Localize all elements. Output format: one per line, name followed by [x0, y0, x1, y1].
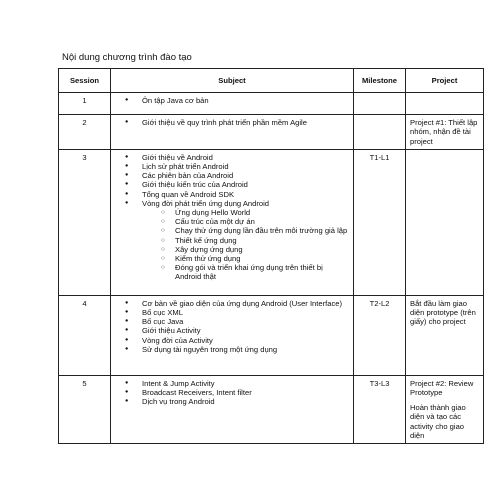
- table-row: [59, 375, 484, 443]
- subject-item: [115, 118, 349, 127]
- project-cell: [406, 295, 484, 375]
- session-cell: 3: [59, 149, 111, 295]
- subject-text: Intent & Jump Activity: [142, 378, 215, 388]
- table-row: [59, 93, 484, 115]
- subject-text: Giới thiệu về quy trình phát triển phần mềm Agile: [142, 118, 307, 128]
- subject-text: Ôn tập Java cơ bản: [142, 96, 209, 106]
- subject-item: [115, 299, 349, 308]
- subject-list: [115, 299, 349, 354]
- subject-item: [115, 379, 349, 388]
- subject-text: Bố cục XML: [142, 308, 183, 318]
- subject-text: Các phiên bản của Android: [142, 171, 234, 181]
- subject-list: [115, 96, 349, 105]
- table-row: [59, 295, 484, 375]
- subject-cell: [111, 93, 354, 115]
- milestone-cell: T2-L2: [354, 295, 406, 375]
- subject-item: [115, 171, 349, 180]
- session-cell: 5: [59, 375, 111, 443]
- subject-text: Giới thiệu Activity: [142, 326, 201, 336]
- subject-list: [115, 118, 349, 127]
- subject-text: Giới thiệu về Android: [142, 152, 213, 162]
- table-header-row: [59, 69, 484, 93]
- subtopic-item: ○ Ứng dụng Hello World: [142, 208, 349, 217]
- subject-item: [115, 190, 349, 199]
- subject-item: [115, 345, 349, 354]
- header-project: Project: [406, 69, 484, 93]
- milestone-cell: [354, 93, 406, 115]
- header-session: Session: [59, 69, 111, 93]
- subject-text: Broadcast Receivers, Intent filter: [142, 388, 252, 398]
- training-schedule-table: [58, 68, 484, 444]
- project-cell: [406, 93, 484, 115]
- subject-item: [115, 96, 349, 105]
- subtopic-item: ○ Đóng gói và triển khai ứng dụng trên thiết bị Android thật: [142, 263, 349, 281]
- project-cell: [406, 149, 484, 295]
- header-subject: Subject: [111, 69, 354, 93]
- subject-text: Sử dụng tài nguyên trong một ứng dụng: [142, 344, 278, 354]
- project-cell: [406, 375, 484, 443]
- project-note: Bắt đầu làm giao diện prototype (trên giấy) cho project: [410, 298, 476, 327]
- subject-text: Lịch sử phát triển Android: [142, 162, 229, 172]
- subject-item: [115, 308, 349, 317]
- table-row: [59, 115, 484, 150]
- session-cell: 1: [59, 93, 111, 115]
- subject-item: [115, 397, 349, 406]
- subject-text: Dịch vụ trong Android: [142, 397, 215, 407]
- subtopic-item: ○ Chạy thử ứng dụng lần đầu trên môi trường giả lập: [142, 226, 349, 235]
- subject-text: Cơ bản về giao diện của ứng dụng Android (User Interface): [142, 298, 343, 308]
- subject-list: [115, 379, 349, 407]
- subject-cell: [111, 115, 354, 150]
- milestone-cell: [354, 115, 406, 150]
- subject-item: [115, 180, 349, 189]
- project-cell: [406, 115, 484, 150]
- document-title: Nội dung chương trình đào tạo: [62, 52, 192, 63]
- subject-item: [115, 162, 349, 171]
- subject-item: [115, 326, 349, 335]
- subject-cell: [111, 375, 354, 443]
- project-note: Project #2: Review Prototype: [410, 378, 474, 398]
- subject-text: Vòng đời phát triển ứng dụng Android: [142, 198, 270, 208]
- subject-text: Giới thiệu kiến trúc của Android: [142, 180, 248, 190]
- subject-cell: [111, 295, 354, 375]
- subject-list: [115, 153, 349, 282]
- project-note: Project #1: Thiết lập nhóm, nhận đề tài project: [410, 118, 478, 146]
- subtopic-item: ○ Thiết kế ứng dụng: [142, 236, 349, 245]
- milestone-cell: T3-L3: [354, 375, 406, 443]
- subtopic-list: [142, 208, 349, 282]
- subtopic-item: ○ Kiểm thử ứng dụng: [142, 254, 349, 263]
- subject-item: [115, 388, 349, 397]
- subject-item: [115, 153, 349, 162]
- subject-text: Bố cục Java: [142, 317, 184, 327]
- subtopic-item: ○ Cấu trúc của một dự án: [142, 217, 349, 226]
- header-milestone: Milestone: [354, 69, 406, 93]
- subject-item: [115, 336, 349, 345]
- table-row: [59, 149, 484, 295]
- session-cell: 2: [59, 115, 111, 150]
- subject-item: [115, 317, 349, 326]
- project-note: Hoàn thành giao diện và tạo các activity cho giao diện: [410, 403, 466, 440]
- subject-text: Vòng đời của Activity: [142, 335, 213, 345]
- subject-text: Tổng quan về Android SDK: [142, 189, 235, 199]
- session-cell: 4: [59, 295, 111, 375]
- milestone-cell: T1-L1: [354, 149, 406, 295]
- subject-item: [115, 199, 349, 282]
- subject-cell: [111, 149, 354, 295]
- subtopic-item: ○ Xây dựng ứng dụng: [142, 245, 349, 254]
